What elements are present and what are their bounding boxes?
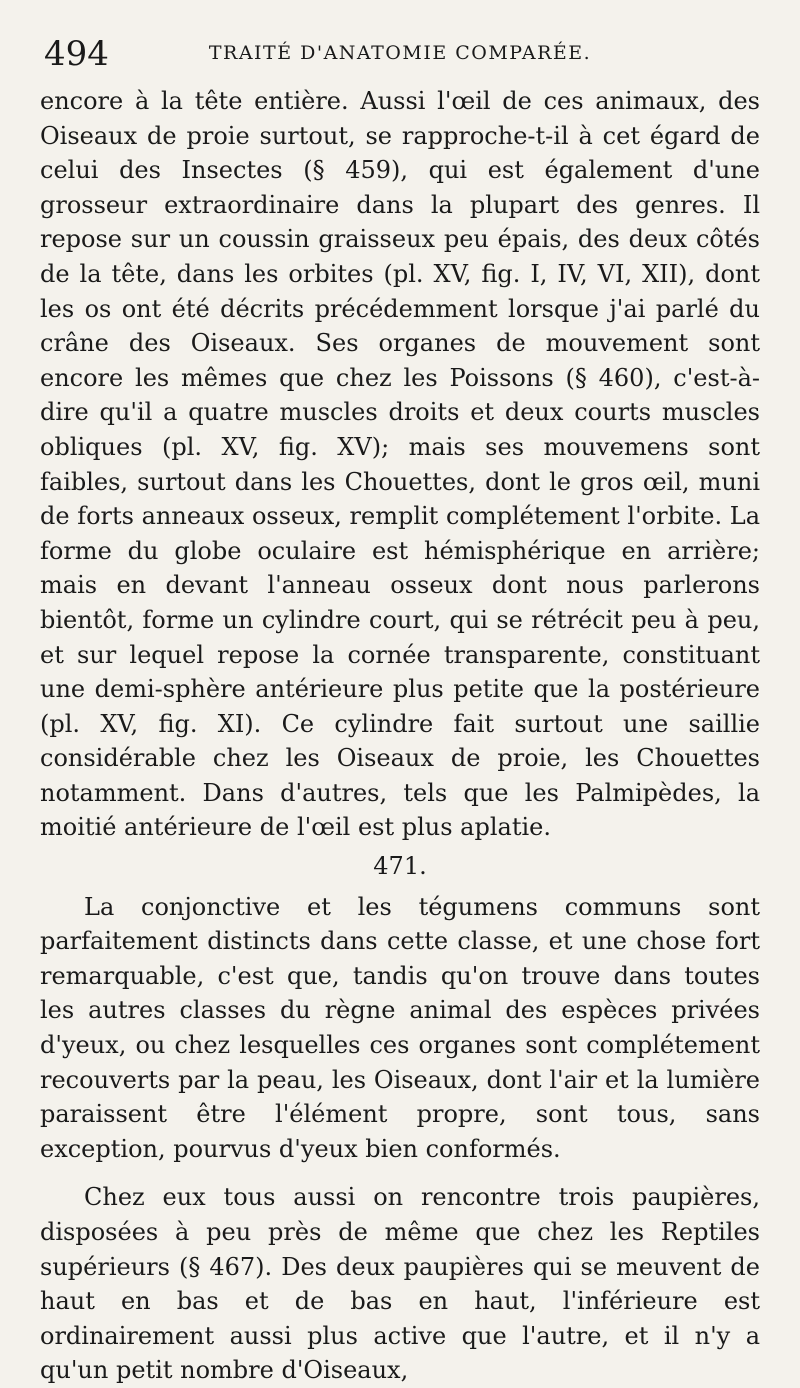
section-paragraph: La conjonctive et les tégumens communs sont parfaitement distincts dans cette classe, et une chose fort remarquable, c'est que, tandis qu'on trouve dans toutes les autres classes du règne animal des espèces privées d'yeux, ou chez lesquelles ces organes sont complétement recouverts par la peau, les Oiseaux, dont l'air et la lumière paraissent être l'élément propre, sont tous, sans exception, pourvus d'yeux bien conformés. (40, 892, 760, 1163)
paragraph-continued: encore à la tête entière. Aussi l'œil de ces animaux, des Oiseaux de proie surtout, se rapproche-t-il à cet égard de celui des Insectes (§ 459), qui est également d'une grosseur extraordinaire dans la plupart des genres. Il repose sur un coussin graisseux peu épais, des deux côtés de la tête, dans les orbites (pl. XV, fig. I, IV, VI, XII), dont les os ont été décrits précédemment lorsque j'ai parlé du crâne des Oiseaux. Ses organes de mouvement sont encore les mêmes que chez les Poissons (§ 460), c'est-à-dire qu'il a quatre muscles droits et deux courts muscles obliques (pl. XV, fig. XV); mais ses mouvemens sont faibles, surtout dans les Chouettes, dont le gros œil, muni de forts anneaux osseux, remplit complétement l'orbite. La forme du globe oculaire est hémisphérique en arrière; mais en devant l'anneau osseux dont nous parlerons bientôt, forme un cylindre court, qui se rétrécit peu à peu, et sur lequel repose la cornée transparente, constituant une demi-sphère antérieure plus petite que la postérieure (pl. XV, fig. XI). Ce cylindre fait surtout une saillie considérable chez les Oiseaux de proie, les Chouettes notamment. Dans d'autres, tels que les Palmipèdes, la moitié antérieure de l'œil est plus aplatie. (40, 87, 760, 842)
page-number: 494 (44, 34, 109, 74)
section-number: 471. (373, 852, 427, 881)
paragraph-gap (40, 1166, 760, 1180)
page-body (40, 84, 760, 1388)
page-header (40, 28, 760, 84)
section-paragraph: Chez eux tous aussi on rencontre trois paupières, disposées à peu près de même que chez les Reptiles supérieurs (§ 467). Des deux paupières qui se meuvent de haut en bas et de bas en haut, l'inférieure est ordinairement aussi plus active que l'autre, et il n'y a qu'un petit nombre d'Oiseaux, (40, 1183, 760, 1385)
running-title: TRAITÉ D'ANATOMIE COMPARÉE. (208, 42, 592, 64)
